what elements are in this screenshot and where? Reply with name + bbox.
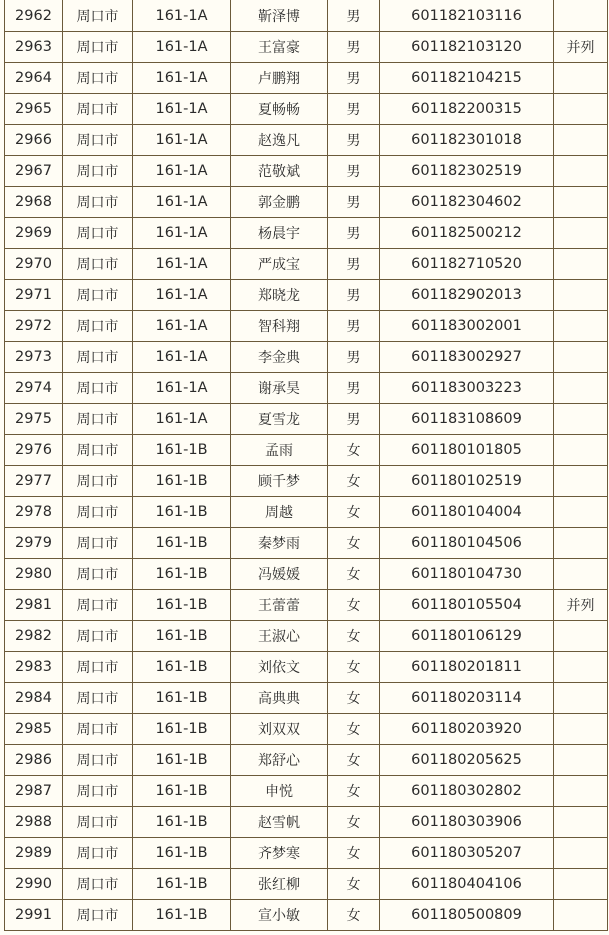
- exam-id-cell: 601182710520: [380, 249, 554, 280]
- note-cell: [554, 342, 608, 373]
- exam-id-cell: 601180105504: [380, 590, 554, 621]
- note-cell: [554, 63, 608, 94]
- note-cell: [554, 125, 608, 156]
- student-name-cell: 郭金鹏: [231, 187, 328, 218]
- note-cell: [554, 218, 608, 249]
- city-cell: 周口市: [63, 869, 133, 900]
- table-row: [5, 621, 608, 652]
- student-name-cell: 夏雪龙: [231, 404, 328, 435]
- exam-id-cell: 601180303906: [380, 807, 554, 838]
- row-number-cell: 2983: [5, 652, 63, 683]
- exam-id-cell: 601180104730: [380, 559, 554, 590]
- table-row: [5, 590, 608, 621]
- student-name-cell: 刘依文: [231, 652, 328, 683]
- student-name-cell: 李金典: [231, 342, 328, 373]
- row-number-cell: 2989: [5, 838, 63, 869]
- city-cell: 周口市: [63, 838, 133, 869]
- class-code-cell: 161-1A: [133, 342, 231, 373]
- table-row: [5, 838, 608, 869]
- class-code-cell: 161-1A: [133, 32, 231, 63]
- class-code-cell: 161-1B: [133, 621, 231, 652]
- student-name-cell: 智科翔: [231, 311, 328, 342]
- gender-cell: 男: [328, 342, 380, 373]
- row-number-cell: 2979: [5, 528, 63, 559]
- note-cell: [554, 838, 608, 869]
- row-number-cell: 2963: [5, 32, 63, 63]
- table-row: [5, 404, 608, 435]
- gender-cell: 女: [328, 776, 380, 807]
- student-name-cell: 赵逸凡: [231, 125, 328, 156]
- note-cell: [554, 497, 608, 528]
- city-cell: 周口市: [63, 249, 133, 280]
- note-cell: [554, 94, 608, 125]
- student-name-cell: 刘双双: [231, 714, 328, 745]
- gender-cell: 女: [328, 590, 380, 621]
- row-number-cell: 2988: [5, 807, 63, 838]
- city-cell: 周口市: [63, 900, 133, 931]
- city-cell: 周口市: [63, 559, 133, 590]
- class-code-cell: 161-1A: [133, 94, 231, 125]
- table-row: [5, 869, 608, 900]
- note-cell: 并列: [554, 32, 608, 63]
- table-row: [5, 311, 608, 342]
- class-code-cell: 161-1B: [133, 590, 231, 621]
- class-code-cell: 161-1A: [133, 373, 231, 404]
- exam-id-cell: 601180305207: [380, 838, 554, 869]
- student-name-cell: 杨晨宇: [231, 218, 328, 249]
- city-cell: 周口市: [63, 590, 133, 621]
- student-name-cell: 秦梦雨: [231, 528, 328, 559]
- note-cell: 并列: [554, 590, 608, 621]
- gender-cell: 男: [328, 156, 380, 187]
- row-number-cell: 2965: [5, 94, 63, 125]
- table-row: [5, 745, 608, 776]
- city-cell: 周口市: [63, 435, 133, 466]
- exam-id-cell: 601182200315: [380, 94, 554, 125]
- student-name-cell: 范敬斌: [231, 156, 328, 187]
- city-cell: 周口市: [63, 94, 133, 125]
- exam-id-cell: 601182302519: [380, 156, 554, 187]
- gender-cell: 女: [328, 745, 380, 776]
- note-cell: [554, 156, 608, 187]
- gender-cell: 女: [328, 807, 380, 838]
- exam-id-cell: 601183002927: [380, 342, 554, 373]
- class-code-cell: 161-1A: [133, 311, 231, 342]
- row-number-cell: 2966: [5, 125, 63, 156]
- gender-cell: 男: [328, 63, 380, 94]
- city-cell: 周口市: [63, 156, 133, 187]
- city-cell: 周口市: [63, 652, 133, 683]
- table-row: [5, 32, 608, 63]
- student-name-cell: 郑晓龙: [231, 280, 328, 311]
- student-name-cell: 郑舒心: [231, 745, 328, 776]
- class-code-cell: 161-1B: [133, 869, 231, 900]
- student-name-cell: 顾千梦: [231, 466, 328, 497]
- class-code-cell: 161-1B: [133, 652, 231, 683]
- class-code-cell: 161-1B: [133, 776, 231, 807]
- exam-id-cell: 601180201811: [380, 652, 554, 683]
- student-name-cell: 高典典: [231, 683, 328, 714]
- gender-cell: 女: [328, 714, 380, 745]
- exam-id-cell: 601183003223: [380, 373, 554, 404]
- student-name-cell: 王富豪: [231, 32, 328, 63]
- city-cell: 周口市: [63, 497, 133, 528]
- roster-table: [4, 0, 608, 931]
- student-name-cell: 申悦: [231, 776, 328, 807]
- class-code-cell: 161-1B: [133, 683, 231, 714]
- row-number-cell: 2962: [5, 0, 63, 32]
- gender-cell: 女: [328, 838, 380, 869]
- row-number-cell: 2982: [5, 621, 63, 652]
- note-cell: [554, 280, 608, 311]
- gender-cell: 女: [328, 559, 380, 590]
- city-cell: 周口市: [63, 63, 133, 94]
- class-code-cell: 161-1A: [133, 0, 231, 32]
- city-cell: 周口市: [63, 621, 133, 652]
- student-name-cell: 张红柳: [231, 869, 328, 900]
- exam-id-cell: 601180500809: [380, 900, 554, 931]
- row-number-cell: 2967: [5, 156, 63, 187]
- class-code-cell: 161-1B: [133, 745, 231, 776]
- row-number-cell: 2973: [5, 342, 63, 373]
- exam-id-cell: 601182103116: [380, 0, 554, 32]
- gender-cell: 女: [328, 435, 380, 466]
- note-cell: [554, 714, 608, 745]
- city-cell: 周口市: [63, 280, 133, 311]
- city-cell: 周口市: [63, 373, 133, 404]
- exam-id-cell: 601182304602: [380, 187, 554, 218]
- table-row: [5, 528, 608, 559]
- exam-id-cell: 601180102519: [380, 466, 554, 497]
- exam-id-cell: 601183002001: [380, 311, 554, 342]
- note-cell: [554, 559, 608, 590]
- student-name-cell: 夏畅畅: [231, 94, 328, 125]
- row-number-cell: 2977: [5, 466, 63, 497]
- table-row: [5, 807, 608, 838]
- class-code-cell: 161-1B: [133, 466, 231, 497]
- city-cell: 周口市: [63, 311, 133, 342]
- row-number-cell: 2969: [5, 218, 63, 249]
- city-cell: 周口市: [63, 776, 133, 807]
- note-cell: [554, 311, 608, 342]
- row-number-cell: 2985: [5, 714, 63, 745]
- city-cell: 周口市: [63, 342, 133, 373]
- row-number-cell: 2974: [5, 373, 63, 404]
- student-name-cell: 卢鹏翔: [231, 63, 328, 94]
- table-row: [5, 249, 608, 280]
- class-code-cell: 161-1B: [133, 714, 231, 745]
- exam-id-cell: 601182902013: [380, 280, 554, 311]
- city-cell: 周口市: [63, 683, 133, 714]
- row-number-cell: 2990: [5, 869, 63, 900]
- gender-cell: 女: [328, 497, 380, 528]
- city-cell: 周口市: [63, 0, 133, 32]
- note-cell: [554, 528, 608, 559]
- class-code-cell: 161-1B: [133, 559, 231, 590]
- exam-id-cell: 601180404106: [380, 869, 554, 900]
- class-code-cell: 161-1B: [133, 497, 231, 528]
- table-row: [5, 0, 608, 32]
- note-cell: [554, 745, 608, 776]
- city-cell: 周口市: [63, 32, 133, 63]
- city-cell: 周口市: [63, 466, 133, 497]
- note-cell: [554, 807, 608, 838]
- table-row: [5, 280, 608, 311]
- gender-cell: 女: [328, 528, 380, 559]
- table-row: [5, 125, 608, 156]
- class-code-cell: 161-1A: [133, 125, 231, 156]
- table-row: [5, 652, 608, 683]
- row-number-cell: 2986: [5, 745, 63, 776]
- row-number-cell: 2976: [5, 435, 63, 466]
- note-cell: [554, 187, 608, 218]
- note-cell: [554, 435, 608, 466]
- gender-cell: 男: [328, 0, 380, 32]
- row-number-cell: 2981: [5, 590, 63, 621]
- student-name-cell: 王淑心: [231, 621, 328, 652]
- class-code-cell: 161-1B: [133, 528, 231, 559]
- gender-cell: 女: [328, 869, 380, 900]
- student-name-cell: 齐梦寒: [231, 838, 328, 869]
- table-row: [5, 900, 608, 931]
- city-cell: 周口市: [63, 745, 133, 776]
- student-name-cell: 靳泽博: [231, 0, 328, 32]
- row-number-cell: 2975: [5, 404, 63, 435]
- class-code-cell: 161-1B: [133, 900, 231, 931]
- gender-cell: 男: [328, 249, 380, 280]
- class-code-cell: 161-1B: [133, 807, 231, 838]
- row-number-cell: 2978: [5, 497, 63, 528]
- note-cell: [554, 869, 608, 900]
- note-cell: [554, 249, 608, 280]
- table-row: [5, 497, 608, 528]
- student-name-cell: 宣小敏: [231, 900, 328, 931]
- student-name-cell: 赵雪帆: [231, 807, 328, 838]
- row-number-cell: 2964: [5, 63, 63, 94]
- row-number-cell: 2972: [5, 311, 63, 342]
- exam-id-cell: 601180101805: [380, 435, 554, 466]
- gender-cell: 男: [328, 280, 380, 311]
- note-cell: [554, 404, 608, 435]
- gender-cell: 男: [328, 187, 380, 218]
- city-cell: 周口市: [63, 528, 133, 559]
- gender-cell: 男: [328, 311, 380, 342]
- table-row: [5, 466, 608, 497]
- gender-cell: 女: [328, 900, 380, 931]
- table-row: [5, 373, 608, 404]
- table-row: [5, 559, 608, 590]
- class-code-cell: 161-1B: [133, 838, 231, 869]
- student-name-cell: 王蕾蕾: [231, 590, 328, 621]
- table-row: [5, 342, 608, 373]
- gender-cell: 男: [328, 32, 380, 63]
- table-row: [5, 63, 608, 94]
- gender-cell: 男: [328, 404, 380, 435]
- exam-id-cell: 601180106129: [380, 621, 554, 652]
- exam-id-cell: 601182104215: [380, 63, 554, 94]
- row-number-cell: 2971: [5, 280, 63, 311]
- row-number-cell: 2991: [5, 900, 63, 931]
- table-row: [5, 187, 608, 218]
- student-name-cell: 周越: [231, 497, 328, 528]
- exam-id-cell: 601180203114: [380, 683, 554, 714]
- student-name-cell: 严成宝: [231, 249, 328, 280]
- row-number-cell: 2968: [5, 187, 63, 218]
- gender-cell: 女: [328, 683, 380, 714]
- row-number-cell: 2984: [5, 683, 63, 714]
- note-cell: [554, 621, 608, 652]
- city-cell: 周口市: [63, 218, 133, 249]
- note-cell: [554, 652, 608, 683]
- note-cell: [554, 900, 608, 931]
- city-cell: 周口市: [63, 714, 133, 745]
- exam-id-cell: 601180205625: [380, 745, 554, 776]
- note-cell: [554, 776, 608, 807]
- table-row: [5, 776, 608, 807]
- exam-id-cell: 601180302802: [380, 776, 554, 807]
- exam-id-cell: 601182500212: [380, 218, 554, 249]
- gender-cell: 男: [328, 373, 380, 404]
- gender-cell: 女: [328, 621, 380, 652]
- table-row: [5, 714, 608, 745]
- note-cell: [554, 0, 608, 32]
- row-number-cell: 2970: [5, 249, 63, 280]
- class-code-cell: 161-1A: [133, 218, 231, 249]
- note-cell: [554, 373, 608, 404]
- class-code-cell: 161-1A: [133, 63, 231, 94]
- exam-id-cell: 601180203920: [380, 714, 554, 745]
- class-code-cell: 161-1A: [133, 156, 231, 187]
- gender-cell: 女: [328, 652, 380, 683]
- student-name-cell: 孟雨: [231, 435, 328, 466]
- city-cell: 周口市: [63, 187, 133, 218]
- note-cell: [554, 683, 608, 714]
- table-row: [5, 683, 608, 714]
- gender-cell: 男: [328, 94, 380, 125]
- class-code-cell: 161-1A: [133, 249, 231, 280]
- note-cell: [554, 466, 608, 497]
- table-row: [5, 435, 608, 466]
- city-cell: 周口市: [63, 404, 133, 435]
- exam-id-cell: 601182301018: [380, 125, 554, 156]
- city-cell: 周口市: [63, 125, 133, 156]
- exam-id-cell: 601182103120: [380, 32, 554, 63]
- exam-id-cell: 601180104004: [380, 497, 554, 528]
- student-name-cell: 冯媛媛: [231, 559, 328, 590]
- table-row: [5, 156, 608, 187]
- exam-id-cell: 601180104506: [380, 528, 554, 559]
- gender-cell: 男: [328, 218, 380, 249]
- gender-cell: 女: [328, 466, 380, 497]
- gender-cell: 男: [328, 125, 380, 156]
- row-number-cell: 2980: [5, 559, 63, 590]
- class-code-cell: 161-1A: [133, 280, 231, 311]
- class-code-cell: 161-1B: [133, 435, 231, 466]
- table-row: [5, 218, 608, 249]
- city-cell: 周口市: [63, 807, 133, 838]
- table-row: [5, 94, 608, 125]
- class-code-cell: 161-1A: [133, 187, 231, 218]
- roster-body: [5, 0, 608, 931]
- exam-id-cell: 601183108609: [380, 404, 554, 435]
- class-code-cell: 161-1A: [133, 404, 231, 435]
- row-number-cell: 2987: [5, 776, 63, 807]
- student-name-cell: 谢承昊: [231, 373, 328, 404]
